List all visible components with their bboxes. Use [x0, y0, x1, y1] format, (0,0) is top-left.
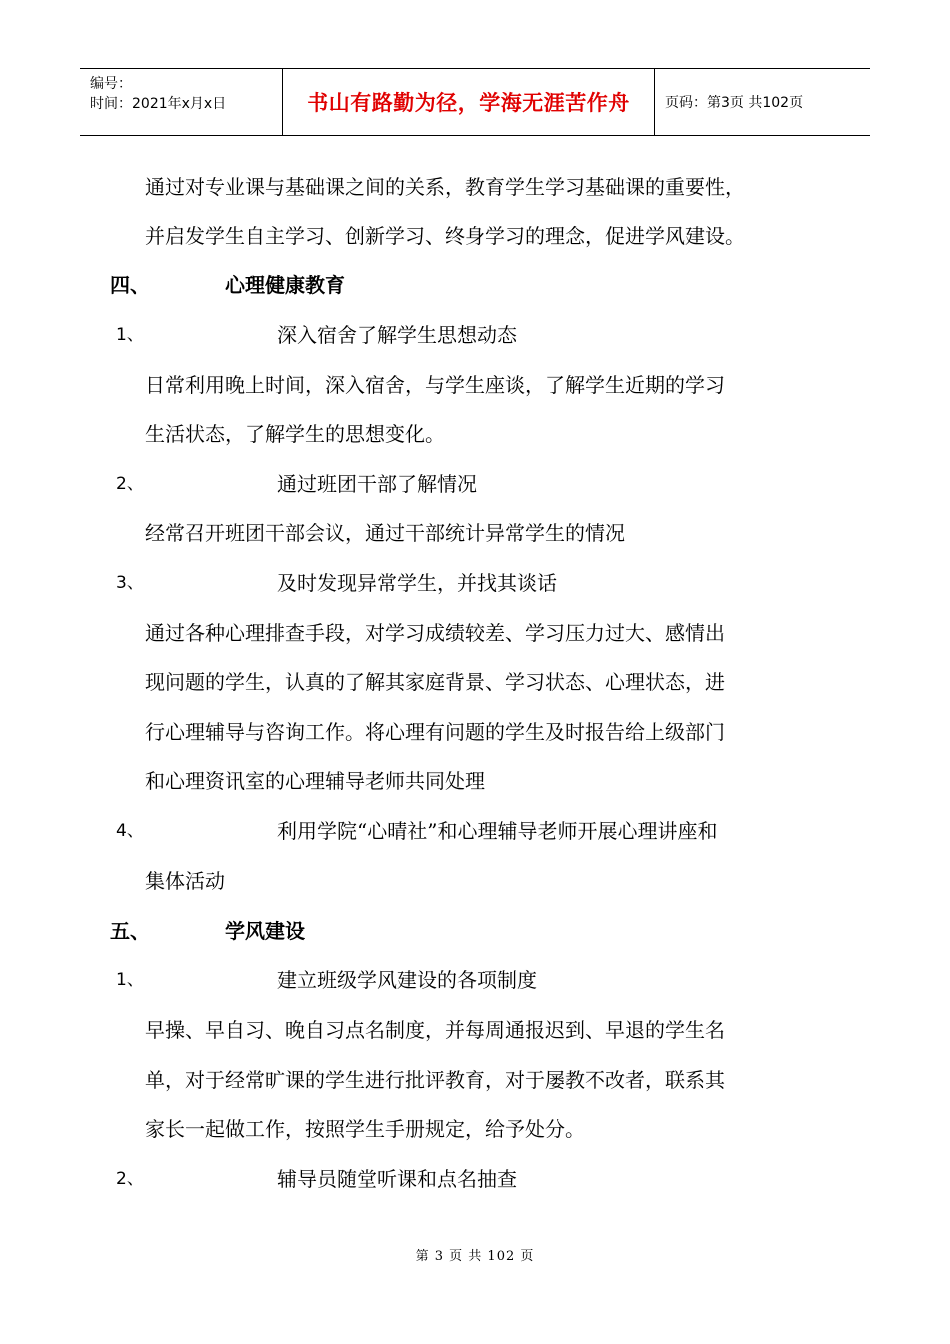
- paragraph-line: 家长一起做工作，按照学生手册规定，给予处分。: [145, 1117, 585, 1141]
- item-heading: 深入宿舍了解学生思想动态: [277, 323, 517, 347]
- item-number: 2、: [116, 1169, 144, 1189]
- item-number: 3、: [116, 573, 144, 593]
- section-number: 五、: [110, 919, 150, 943]
- section-number: 四、: [110, 273, 150, 297]
- header-page-cell: [655, 69, 870, 135]
- paragraph-line: 早操、早自习、晚自习点名制度，并每周通报迟到、早退的学生名: [145, 1018, 725, 1042]
- item-heading: 建立班级学风建设的各项制度: [277, 968, 537, 992]
- item-heading: 及时发现异常学生，并找其谈话: [277, 571, 557, 595]
- item-number: 1、: [116, 325, 144, 345]
- paragraph-line: 生活状态，了解学生的思想变化。: [145, 422, 445, 446]
- page-info: 页码：第3页 共102页: [665, 95, 804, 111]
- motto-text: 书山有路勤为径，学海无涯苦作舟: [307, 91, 630, 115]
- paragraph-line: 现问题的学生，认真的了解其家庭背景、学习状态、心理状态，进: [145, 670, 725, 694]
- item-heading: 利用学院“心晴社”和心理辅导老师开展心理讲座和: [277, 819, 718, 843]
- header-meta-cell: [80, 69, 283, 135]
- paragraph-line: 和心理资讯室的心理辅导老师共同处理: [145, 769, 485, 793]
- paragraph-line: 行心理辅导与咨询工作。将心理有问题的学生及时报告给上级部门: [145, 720, 725, 744]
- item-number: 2、: [116, 474, 144, 494]
- paragraph-line: 单，对于经常旷课的学生进行批评教育，对于屡教不改者，联系其: [145, 1068, 725, 1092]
- intro-line: 通过对专业课与基础课之间的关系，教育学生学习基础课的重要性，: [145, 175, 745, 199]
- page-footer: 第 3 页 共 102 页: [415, 1249, 535, 1264]
- item-number: 4、: [116, 821, 144, 841]
- item-number: 1、: [116, 970, 144, 990]
- date-label: 时间：2021年x月x日: [90, 96, 227, 112]
- document-header: [80, 68, 870, 136]
- serial-label: 编号：: [90, 76, 132, 92]
- paragraph-line: 经常召开班团干部会议，通过干部统计异常学生的情况: [145, 521, 625, 545]
- intro-line: 并启发学生自主学习、创新学习、终身学习的理念，促进学风建设。: [145, 224, 745, 248]
- header-motto-cell: [283, 69, 655, 135]
- paragraph-line: 通过各种心理排查手段，对学习成绩较差、学习压力过大、感情出: [145, 621, 725, 645]
- paragraph-line: 日常利用晚上时间，深入宿舍，与学生座谈，了解学生近期的学习: [145, 373, 725, 397]
- section-heading: 学风建设: [225, 919, 305, 943]
- paragraph-line: 集体活动: [145, 869, 225, 893]
- item-heading: 通过班团干部了解情况: [277, 472, 477, 496]
- item-heading: 辅导员随堂听课和点名抽查: [277, 1167, 517, 1191]
- section-heading: 心理健康教育: [225, 273, 345, 297]
